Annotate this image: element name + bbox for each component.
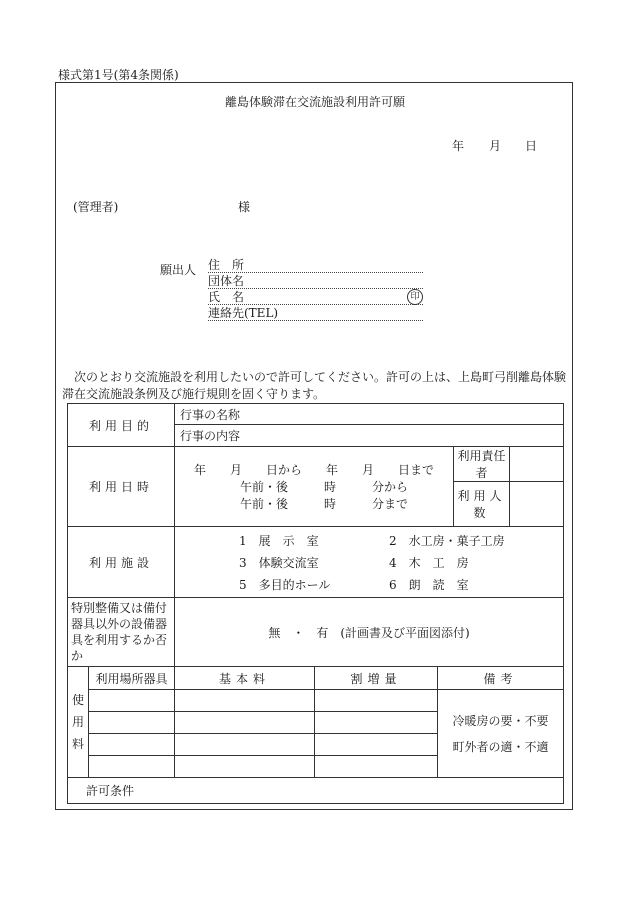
fee-surcharge-cell[interactable] xyxy=(315,756,438,778)
form-label: 様式第1号(第4条関係) xyxy=(58,68,179,82)
applicant-label: 願出人 xyxy=(160,263,197,277)
datetime-line2: 午前・後 時 分から xyxy=(240,480,409,494)
fee-surcharge-cell[interactable] xyxy=(315,690,438,712)
responsible-value[interactable] xyxy=(510,447,564,482)
datetime-cell[interactable] xyxy=(175,447,454,527)
remarks-outside-resident[interactable]: 町外者の適・不適 xyxy=(452,739,549,754)
fee-place-cell[interactable] xyxy=(89,690,175,712)
fee-header-surcharge: 割増量 xyxy=(315,667,438,690)
facility-option-6[interactable]: 6 朗 読 室 xyxy=(389,577,469,592)
facility-option-4[interactable]: 4 木 工 房 xyxy=(389,555,469,570)
fee-base-cell[interactable] xyxy=(175,712,315,734)
event-name-cell[interactable]: 行事の名称 xyxy=(175,404,564,425)
honorific: 様 xyxy=(238,200,251,214)
permission-row xyxy=(68,778,564,804)
fee-header-row xyxy=(68,667,564,690)
people-label: 利用人数 xyxy=(454,482,510,527)
fee-char-1: 使 xyxy=(71,693,84,707)
purpose-row xyxy=(68,404,564,425)
facility-option-2[interactable]: 2 水工房・菓子工房 xyxy=(389,533,505,548)
facility-option-3[interactable]: 3 体験交流室 xyxy=(239,555,319,570)
fee-char-3: 料 xyxy=(71,737,84,751)
form-title: 離島体験滞在交流施設利用許可願 xyxy=(224,95,405,109)
intro-text: 次のとおり交流施設を利用したいので許可してください。許可の上は、上島町弓削離島体験滞在交流施設条例及び施行規則を固く守ります。 xyxy=(62,370,567,401)
application-table xyxy=(67,403,564,804)
fee-header-place: 利用場所器具 xyxy=(89,667,175,690)
admin-label: (管理者) xyxy=(73,200,119,214)
equipment-label: 特別整備又は備付器具以外の設備器具を利用するか否か xyxy=(68,598,175,667)
equipment-row xyxy=(68,598,564,667)
datetime-line1: 年 月 日から 年 月 日まで xyxy=(194,463,435,477)
fee-base-cell[interactable] xyxy=(175,690,315,712)
datetime-label: 利用日時 xyxy=(68,447,175,527)
address-field[interactable]: 住 所 xyxy=(208,258,423,273)
fee-remarks-cell xyxy=(438,690,564,778)
fee-surcharge-cell[interactable] xyxy=(315,712,438,734)
fee-place-cell[interactable] xyxy=(89,734,175,756)
facility-label: 利用施設 xyxy=(68,527,175,598)
fee-place-cell[interactable] xyxy=(89,756,175,778)
permission-conditions[interactable]: 許可条件 xyxy=(68,778,564,804)
date-day: 日 xyxy=(525,139,538,153)
facility-row xyxy=(68,527,564,598)
fee-header-base: 基本料 xyxy=(175,667,315,690)
fee-char-2: 用 xyxy=(71,715,84,729)
equipment-value[interactable]: 無 ・ 有 (計画書及び平面図添付) xyxy=(175,598,564,667)
people-value[interactable] xyxy=(510,482,564,527)
purpose-label: 利用目的 xyxy=(68,404,175,447)
fee-base-cell[interactable] xyxy=(175,734,315,756)
fee-place-cell[interactable] xyxy=(89,712,175,734)
date-month: 月 xyxy=(489,139,502,153)
remarks-heating[interactable]: 冷暖房の要・不要 xyxy=(452,713,549,728)
event-content-cell[interactable]: 行事の内容 xyxy=(175,425,564,447)
name-field[interactable]: 氏 名 xyxy=(208,290,423,305)
fee-row xyxy=(68,690,564,712)
contact-field[interactable]: 連絡先(TEL) xyxy=(208,306,423,321)
facility-option-1[interactable]: 1 展 示 室 xyxy=(239,533,319,548)
fee-header-remarks: 備考 xyxy=(438,667,564,690)
group-name-field[interactable]: 団体名 xyxy=(208,274,423,289)
date-year: 年 xyxy=(452,139,465,153)
seal-mark: 印 xyxy=(407,289,423,305)
facility-option-5[interactable]: 5 多目的ホール xyxy=(239,577,331,592)
facility-options[interactable] xyxy=(175,527,564,598)
datetime-line3: 午前・後 時 分まで xyxy=(240,497,409,511)
fee-side-label xyxy=(68,667,89,778)
fee-base-cell[interactable] xyxy=(175,756,315,778)
datetime-row xyxy=(68,447,564,482)
responsible-label: 利用責任者 xyxy=(454,447,510,482)
fee-surcharge-cell[interactable] xyxy=(315,734,438,756)
